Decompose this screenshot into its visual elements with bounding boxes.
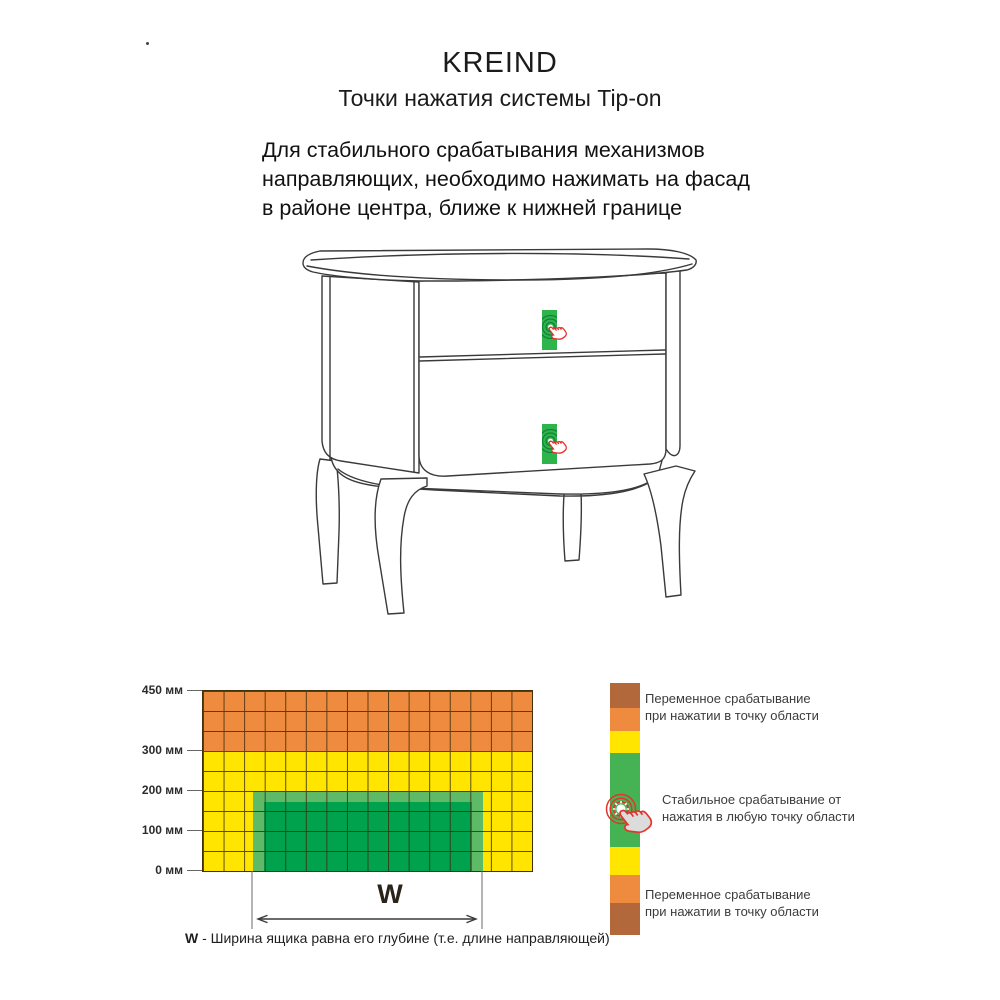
legend-seg-orange-top: [610, 708, 640, 731]
speck-artifact: [146, 42, 149, 45]
grid-lines: [203, 691, 532, 871]
page-subtitle: Точки нажатия системы Tip-on: [338, 85, 662, 111]
caption-text: - Ширина ящика равна его глубине (т.е. длине направляющей): [198, 930, 610, 946]
legend-seg-brown-top: [610, 683, 640, 708]
legend-stable: Стабильное срабатывание от нажатия в любую точку области: [662, 792, 855, 824]
intro-line: Для стабильного срабатывания механизмов: [262, 138, 705, 162]
back-left-leg: [316, 459, 339, 584]
width-label: W: [377, 879, 403, 909]
front-right-leg: [644, 466, 695, 597]
cabinet-left-side: [322, 276, 419, 473]
cabinet-right-edge: [666, 267, 680, 456]
intro-line: в районе центра, ближе к нижней границе: [262, 196, 683, 220]
intro-line: направляющих, необходимо нажимать на фасад: [262, 167, 750, 191]
caption-w: W: [185, 930, 199, 946]
axis-label-450: 450 мм: [120, 683, 202, 697]
legend-seg-yellow-top: [610, 731, 640, 753]
legend-seg-orange-bottom: [610, 875, 640, 903]
nightstand-line-drawing: [295, 243, 705, 628]
press-zone-grid: [202, 690, 533, 872]
brand-title: KREIND: [442, 47, 558, 79]
legend-variable-bottom: Переменное срабатывание при нажатии в точку области: [645, 887, 819, 919]
axis-label-0: 0 мм: [120, 863, 202, 877]
width-caption: [185, 930, 610, 946]
legend-variable-top: Переменное срабатывание при нажатии в точку области: [645, 691, 819, 723]
legend-seg-brown-bottom: [610, 903, 640, 935]
axis-label-200: 200 мм: [120, 783, 202, 797]
legend-seg-yellow-bottom: [610, 847, 640, 875]
axis-label-100: 100 мм: [120, 823, 202, 837]
front-left-leg: [375, 478, 427, 614]
axis-label-300: 300 мм: [120, 743, 202, 757]
intro-paragraph: [262, 136, 750, 223]
